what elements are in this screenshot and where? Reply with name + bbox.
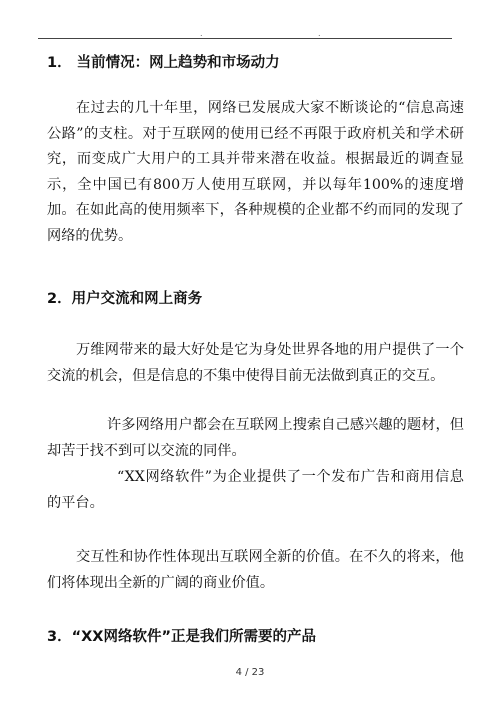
- paragraph-1: 在过去的几十年里，网络已发展成大家不断谈论的“信息高速公路”的支柱。对于互联网的使用已经不再限于政府机关和学术研究，而变成广大用户的工具并带来潜在收益。根据最近的调查显示，全中国已有800万人使用互联网，并以每年100%的速度增加。在如此高的使用频率下，各种规模的企业都不约而同的发现了网络的优势。: [47, 100, 464, 244]
- paragraph-4: “XX网络软件”为企业提供了一个发布广告和商用信息的平台。: [47, 469, 464, 511]
- header-mark: .: [200, 29, 203, 38]
- paragraph-3: 许多网络用户都会在互联网上搜索自己感兴趣的题材，但却苦于找不到可以交流的同伴。: [47, 417, 464, 459]
- section-heading-2: 2．用户交流和网上商务: [47, 291, 203, 307]
- paragraph-5: 交互性和协作性体现出互联网全新的价值。在不久的将来，他们将体现出全新的广阔的商业价值。: [47, 549, 464, 591]
- page-number: 4 / 23: [235, 667, 265, 678]
- section-heading-3: 3．“XX网络软件”正是我们所需要的产品: [47, 629, 317, 645]
- paragraph-2: 万维网带来的最大好处是它为身处世界各地的用户提供了一个交流的机会，但是信息的不集中使得目前无法做到真正的交互。: [47, 342, 464, 384]
- header-rule: [38, 38, 452, 39]
- header-mark: .: [318, 29, 321, 38]
- section-heading-1: 1． 当前情况：网上趋势和市场动力: [47, 55, 280, 71]
